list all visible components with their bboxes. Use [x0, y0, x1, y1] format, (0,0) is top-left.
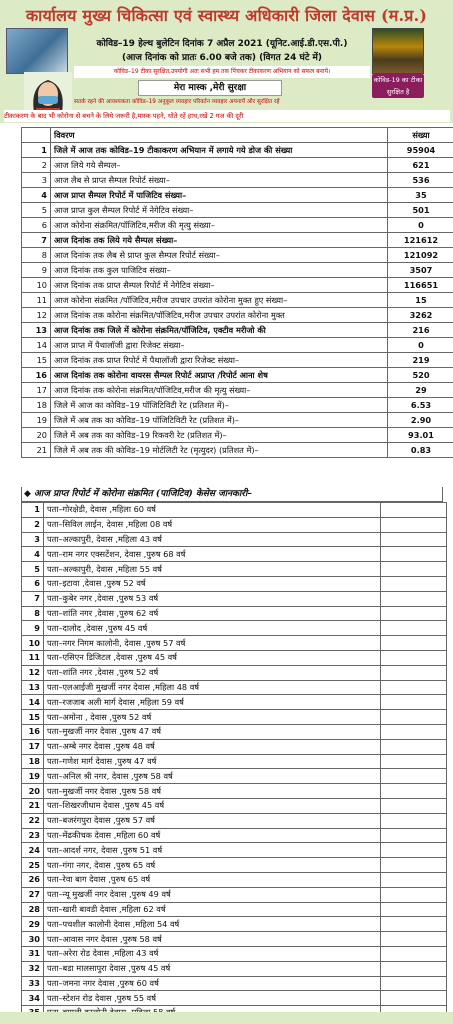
case-details: पता–खारी बावडी देवास ,महिला 62 वर्ष: [44, 902, 381, 917]
case-row: [22, 843, 447, 858]
case-empty-cell: [381, 961, 447, 976]
case-details: पता–शांति नगर ,देवास ,पुरुष 62 वर्ष: [44, 606, 381, 621]
row-value: 216: [388, 323, 453, 338]
case-details: पता–अल्कापुरी, देवास ,महिला 43 वर्ष: [44, 532, 381, 547]
stats-row: [22, 443, 453, 458]
stats-row: [22, 413, 453, 428]
case-row: [22, 754, 447, 769]
case-details: पता–अनिल श्री नगर, देवास ,पुरुष 58 वर्ष: [44, 769, 381, 784]
case-empty-cell: [381, 754, 447, 769]
header-description: विवरण: [51, 128, 388, 143]
case-row: [22, 680, 447, 695]
case-empty-cell: [381, 902, 447, 917]
row-number: 15: [22, 353, 51, 368]
case-row: [22, 902, 447, 917]
case-empty-cell: [381, 621, 447, 636]
row-description: आज प्राप्त में पैथालॉजी द्वारा रिजेक्ट संख्या–: [51, 338, 388, 353]
case-number: 19: [22, 769, 44, 784]
row-number: 21: [22, 443, 51, 458]
vaccine-message: कोविड–19 टीका सुरक्षित,उपयोगी अतः सभी हम तक पिंचकर टीकाकरण अभियान को सफल बनायें।: [74, 66, 370, 78]
case-row: [22, 932, 447, 947]
case-number: 1: [22, 503, 44, 518]
case-row: [22, 858, 447, 873]
bulletin-date-line: कोविड–19 हेल्थ बुलेटिन दिनांक 7 अप्रैल 2021 (यूनिट.आई.डी.एस.पी.): [96, 39, 348, 49]
case-number: 26: [22, 872, 44, 887]
case-empty-cell: [381, 650, 447, 665]
case-empty-cell: [381, 932, 447, 947]
case-row: [22, 739, 447, 754]
positive-cases-table: [21, 502, 447, 1021]
case-number: 10: [22, 636, 44, 651]
row-description: आज दिनांक तक कुल पाजिटिव संख्या–: [51, 263, 388, 278]
row-value: 2.90: [388, 413, 453, 428]
case-number: 3: [22, 532, 44, 547]
row-value: 95904: [388, 143, 453, 158]
row-value: 520: [388, 368, 453, 383]
row-value: 0: [388, 218, 453, 233]
case-number: 2: [22, 517, 44, 532]
case-row: [22, 650, 447, 665]
case-empty-cell: [381, 695, 447, 710]
row-number: 8: [22, 248, 51, 263]
case-number: 15: [22, 710, 44, 725]
row-number: 11: [22, 293, 51, 308]
case-details: पता–पचशील कालोनी देवास ,महिला 54 वर्ष: [44, 917, 381, 932]
row-description: आज प्राप्त कुल सैम्पल रिपोर्ट में नेगेटिव संख्या–: [51, 203, 388, 218]
row-description: आज दिनांक तक जिले में कोरोना संक्रमित/पॉजिटिव, एक्टीव मरीजो की: [51, 323, 388, 338]
stats-row: [22, 398, 453, 413]
case-empty-cell: [381, 784, 447, 799]
stats-row: [22, 233, 453, 248]
case-details: पता–एलआईजी मुखर्जी नगर देवास ,महिला 48 वर्ष: [44, 680, 381, 695]
row-description: जिले में अब तक का कोविड–19 रिकवरी रेट (प्रतिशत में)–: [51, 428, 388, 443]
case-row: [22, 961, 447, 976]
case-details: पता–दालोद ,देवास ,पुरुष 45 वर्ष: [44, 621, 381, 636]
row-value: 121092: [388, 248, 453, 263]
case-number: 6: [22, 576, 44, 591]
vaccine-vials-photo: [372, 28, 424, 74]
case-details: पता–रजजाब अली मार्ग देवास ,महिला 59 वर्ष: [44, 695, 381, 710]
case-empty-cell: [381, 591, 447, 606]
case-row: [22, 517, 447, 532]
stats-row: [22, 173, 453, 188]
case-empty-cell: [381, 872, 447, 887]
case-row: [22, 591, 447, 606]
row-description: आज दिनांक तक लिये गये सैम्पल संख्या–: [51, 233, 388, 248]
header-sn-cell: [22, 128, 51, 143]
case-details: पता–शिखरजीधाम देवास ,पुरुष 45 वर्ष: [44, 798, 381, 813]
case-empty-cell: [381, 739, 447, 754]
row-description: जिले में आज का कोविड–19 पॉजिटिविटी रेट (प्रतिशत में)–: [51, 398, 388, 413]
case-empty-cell: [381, 636, 447, 651]
stats-row: [22, 383, 453, 398]
case-row: [22, 532, 447, 547]
case-empty-cell: [381, 858, 447, 873]
row-description: आज दिनांक तक कोरोना संक्रमित/पॉजिटिव,मरीज की मृत्यु संख्या–: [51, 383, 388, 398]
case-details: पता–गणेश मार्ग देवास ,पुरुष 47 वर्ष: [44, 754, 381, 769]
case-number: 13: [22, 680, 44, 695]
case-details: पता–मुखर्जी नगर देवास ,पुरुष 47 वर्ष: [44, 724, 381, 739]
row-number: 2: [22, 158, 51, 173]
row-description: आज लैब से प्राप्त सैम्पल रिपोर्ट संख्या–: [51, 173, 388, 188]
case-empty-cell: [381, 724, 447, 739]
vaccine-safe-badge: कोविड-19 का टीका सुरक्षित है: [373, 76, 423, 96]
case-row: [22, 769, 447, 784]
case-row: [22, 976, 447, 991]
case-number: 34: [22, 991, 44, 1006]
case-details: पता–अल्कापुरी, देवास ,महिला 55 वर्ष: [44, 562, 381, 577]
row-number: 3: [22, 173, 51, 188]
case-details: पता–इटावा ,देवास ,पुरुष 52 वर्ष: [44, 576, 381, 591]
row-number: 19: [22, 413, 51, 428]
case-number: 22: [22, 813, 44, 828]
case-empty-cell: [381, 665, 447, 680]
case-number: 32: [22, 961, 44, 976]
row-description: आज दिनांक तक कोरोना संक्रमित/पॉजिटिव,मरीज उपचार उपरांत कोरोना मुक्त: [51, 308, 388, 323]
case-number: 24: [22, 843, 44, 858]
header-count: संख्या: [388, 128, 453, 143]
case-details: पता–मुखर्जी नगर देवास ,पुरुष 58 वर्ष: [44, 784, 381, 799]
stats-row: [22, 353, 453, 368]
case-row: [22, 665, 447, 680]
case-row: [22, 621, 447, 636]
case-details: पता–अम्बे नगर देवास ,पुरुष 48 वर्ष: [44, 739, 381, 754]
stats-row: [22, 158, 453, 173]
row-number: 4: [22, 188, 51, 203]
stats-row: [22, 308, 453, 323]
case-empty-cell: [381, 946, 447, 961]
time-window-line: (आज दिनांक को प्रातः 6.00 बजे तक) (विगत 24 घंटे में): [121, 53, 322, 63]
case-details: पता–राम नगर एक्सटेंशन, देवास ,पुरुष 68 वर्ष: [44, 547, 381, 562]
post-vaccination-note: टीकाकरण के बाद भी कोरोना से बचने के लिये जरूरी है,मास्क पहने, धोते रहें हाथ,रखें 2 गज की दूरी: [4, 110, 450, 122]
case-details: पता–बजरंगपुरा देवास ,पुरुष 57 वर्ष: [44, 813, 381, 828]
case-details: पता–मेंढकीचक देवास ,महिला 60 वर्ष: [44, 828, 381, 843]
row-value: 0: [388, 338, 453, 353]
case-row: [22, 784, 447, 799]
row-value: 0.83: [388, 443, 453, 458]
case-number: 8: [22, 606, 44, 621]
stats-row: [22, 218, 453, 233]
case-empty-cell: [381, 887, 447, 902]
case-number: 30: [22, 932, 44, 947]
case-details: पता–न्यू मुखर्जी नगर देवास ,पुरुष 49 वर्ष: [44, 887, 381, 902]
case-row: [22, 710, 447, 725]
case-number: 16: [22, 724, 44, 739]
case-number: 4: [22, 547, 44, 562]
case-number: 23: [22, 828, 44, 843]
case-row: [22, 547, 447, 562]
stats-row: [22, 428, 453, 443]
case-empty-cell: [381, 680, 447, 695]
row-description: आज कोरोना संक्रमित/पॉजिटिव,मरीज की मृत्यु संख्या–: [51, 218, 388, 233]
case-empty-cell: [381, 798, 447, 813]
case-empty-cell: [381, 532, 447, 547]
case-number: 18: [22, 754, 44, 769]
row-value: 3507: [388, 263, 453, 278]
row-description: जिले में अब तक की कोविड–19 मोर्टलिटी रेट (मृत्युदर) (प्रतिशत में)–: [51, 443, 388, 458]
row-number: 1: [22, 143, 51, 158]
stats-row: [22, 323, 453, 338]
case-empty-cell: [381, 606, 447, 621]
case-empty-cell: [381, 843, 447, 858]
row-description: आज लिये गये सैम्पल–: [51, 158, 388, 173]
stats-row: [22, 248, 453, 263]
vaccination-photo: [6, 28, 68, 74]
row-description: आज दिनांक तक लैब से प्राप्त कुल सैम्पल रिपोर्ट संख्या–: [51, 248, 388, 263]
row-description: जिले में आज तक कोविड–19 टीकाकरण अभियान में लगाये गये डोज की संख्या: [51, 143, 388, 158]
case-empty-cell: [381, 710, 447, 725]
case-empty-cell: [381, 828, 447, 843]
case-empty-cell: [381, 769, 447, 784]
stats-row: [22, 143, 453, 158]
case-empty-cell: [381, 813, 447, 828]
case-row: [22, 991, 447, 1006]
row-value: 121612: [388, 233, 453, 248]
case-details: पता–गंगा नगर, देवास ,पुरुष 65 वर्ष: [44, 858, 381, 873]
row-description: आज प्राप्त सैम्पल रिपोर्ट में पाजिटिव संख्या–: [51, 188, 388, 203]
case-number: 7: [22, 591, 44, 606]
case-empty-cell: [381, 547, 447, 562]
mask-slogan: मेरा मास्क ,मेरी सुरक्षा: [138, 80, 282, 96]
case-row: [22, 872, 447, 887]
row-number: 17: [22, 383, 51, 398]
case-empty-cell: [381, 517, 447, 532]
case-row: [22, 503, 447, 518]
case-details: पता–बडा मालसापुरा देवास ,पुरुष 45 वर्ष: [44, 961, 381, 976]
case-number: 29: [22, 917, 44, 932]
row-value: 15: [388, 293, 453, 308]
case-empty-cell: [381, 976, 447, 991]
safety-message: सतर्क रहने की आवश्यकता कोविड–19 अनुकूल व्यवहार परिवर्तन व्यवहार अपनायें और सुरक्षित रहें: [74, 99, 280, 105]
case-row: [22, 887, 447, 902]
stats-row: [22, 263, 453, 278]
case-empty-cell: [381, 562, 447, 577]
row-value: 35: [388, 188, 453, 203]
case-details: पता–आदर्श नगर, देवास ,पुरुष 51 वर्ष: [44, 843, 381, 858]
case-number: 14: [22, 695, 44, 710]
row-description: जिले में अब तक का कोविड–19 पॉजिटिविटी रेट (प्रतिशत में)–: [51, 413, 388, 428]
case-number: 12: [22, 665, 44, 680]
case-number: 20: [22, 784, 44, 799]
row-number: 18: [22, 398, 51, 413]
row-value: 621: [388, 158, 453, 173]
case-row: [22, 636, 447, 651]
case-details: पता–अरेरा रोड देवास ,महिला 43 वर्ष: [44, 946, 381, 961]
case-row: [22, 828, 447, 843]
row-number: 7: [22, 233, 51, 248]
case-row: [22, 562, 447, 577]
row-description: आज दिनांक तक कोरोना वायरस सैम्पल रिपोर्ट अप्राप्त /रिपोर्ट आना शेष: [51, 368, 388, 383]
case-row: [22, 917, 447, 932]
stats-row: [22, 203, 453, 218]
case-details: पता–शांति नगर ,देवास ,पुरुष 52 वर्ष: [44, 665, 381, 680]
row-number: 9: [22, 263, 51, 278]
case-empty-cell: [381, 576, 447, 591]
case-number: 28: [22, 902, 44, 917]
row-number: 13: [22, 323, 51, 338]
case-details: पता–स्टेशन रोड देवास ,पुरुष 55 वर्ष: [44, 991, 381, 1006]
bulletin-header: [0, 0, 453, 123]
row-number: 14: [22, 338, 51, 353]
case-details: पता–सिविल लाईन, देवास ,महिला 08 वर्ष: [44, 517, 381, 532]
row-value: 29: [388, 383, 453, 398]
stats-row: [22, 293, 453, 308]
case-number: 27: [22, 887, 44, 902]
case-number: 11: [22, 650, 44, 665]
row-value: 501: [388, 203, 453, 218]
row-number: 6: [22, 218, 51, 233]
case-details: पता–आवास नगर देवास ,पुरुष 58 वर्ष: [44, 932, 381, 947]
row-value: 93.01: [388, 428, 453, 443]
row-value: 3262: [388, 308, 453, 323]
row-number: 10: [22, 278, 51, 293]
case-row: [22, 946, 447, 961]
office-title: कार्यालय मुख्य चिकित्सा एवं स्वास्थ्य अधिकारी जिला देवास (म.प्र.): [25, 6, 428, 25]
case-details: पता–नगर निगम कालोनी, देवास ,पुरुष 57 वर्ष: [44, 636, 381, 651]
row-description: आज दिनांक तक प्राप्त सैम्पल रिपोर्ट में नेगेटिव संख्या–: [51, 278, 388, 293]
case-number: 31: [22, 946, 44, 961]
row-number: 16: [22, 368, 51, 383]
case-number: 17: [22, 739, 44, 754]
case-details: पता–एसिएन डिजिटल ,देवास ,पुरुष 45 वर्ष: [44, 650, 381, 665]
row-value: 536: [388, 173, 453, 188]
case-empty-cell: [381, 503, 447, 518]
covid-stats-table: [21, 127, 453, 458]
case-row: [22, 798, 447, 813]
row-description: आज कोरोना संक्रमित /पॉजिटिव,मरीज उपचार उपरांत कोरोना मुक्त हुए संख्या–: [51, 293, 388, 308]
stats-row: [22, 188, 453, 203]
stats-header-row: [22, 128, 453, 143]
row-value: 219: [388, 353, 453, 368]
case-row: [22, 813, 447, 828]
row-value: 116651: [388, 278, 453, 293]
case-empty-cell: [381, 917, 447, 932]
stats-row: [22, 338, 453, 353]
positive-cases-section-title: ◆ आज प्राप्त रिपोर्ट में कोरोना संक्रमित (पाजिटिव) केसेस जानकारी–: [21, 487, 443, 502]
case-row: [22, 695, 447, 710]
stats-body: [22, 143, 453, 458]
case-details: पता–अमोना , देवास ,पुरुष 52 वर्ष: [44, 710, 381, 725]
case-number: 9: [22, 621, 44, 636]
case-row: [22, 576, 447, 591]
row-number: 5: [22, 203, 51, 218]
case-number: 5: [22, 562, 44, 577]
case-number: 33: [22, 976, 44, 991]
case-details: पता–रेवा बाग देवास ,पुरुष 65 वर्ष: [44, 872, 381, 887]
row-value: 6.53: [388, 398, 453, 413]
stats-row: [22, 368, 453, 383]
case-number: 25: [22, 858, 44, 873]
case-details: पता–कुबेर नगर ,देवास ,पुरुष 53 वर्ष: [44, 591, 381, 606]
case-details: पता–गोरक्षेडी, देवास ,महिला 60 वर्ष: [44, 503, 381, 518]
case-empty-cell: [381, 991, 447, 1006]
case-row: [22, 606, 447, 621]
cases-body: [22, 503, 447, 1021]
row-number: 12: [22, 308, 51, 323]
stats-row: [22, 278, 453, 293]
case-details: पता–जमना नगर देवास ,पुरुष 60 वर्ष: [44, 976, 381, 991]
case-number: 21: [22, 798, 44, 813]
row-description: आज दिनांक तक प्राप्त रिपोर्ट में पैथालॉजी द्वारा रिजेक्ट संख्या–: [51, 353, 388, 368]
case-row: [22, 724, 447, 739]
bottom-band: [0, 1012, 453, 1024]
row-number: 20: [22, 428, 51, 443]
